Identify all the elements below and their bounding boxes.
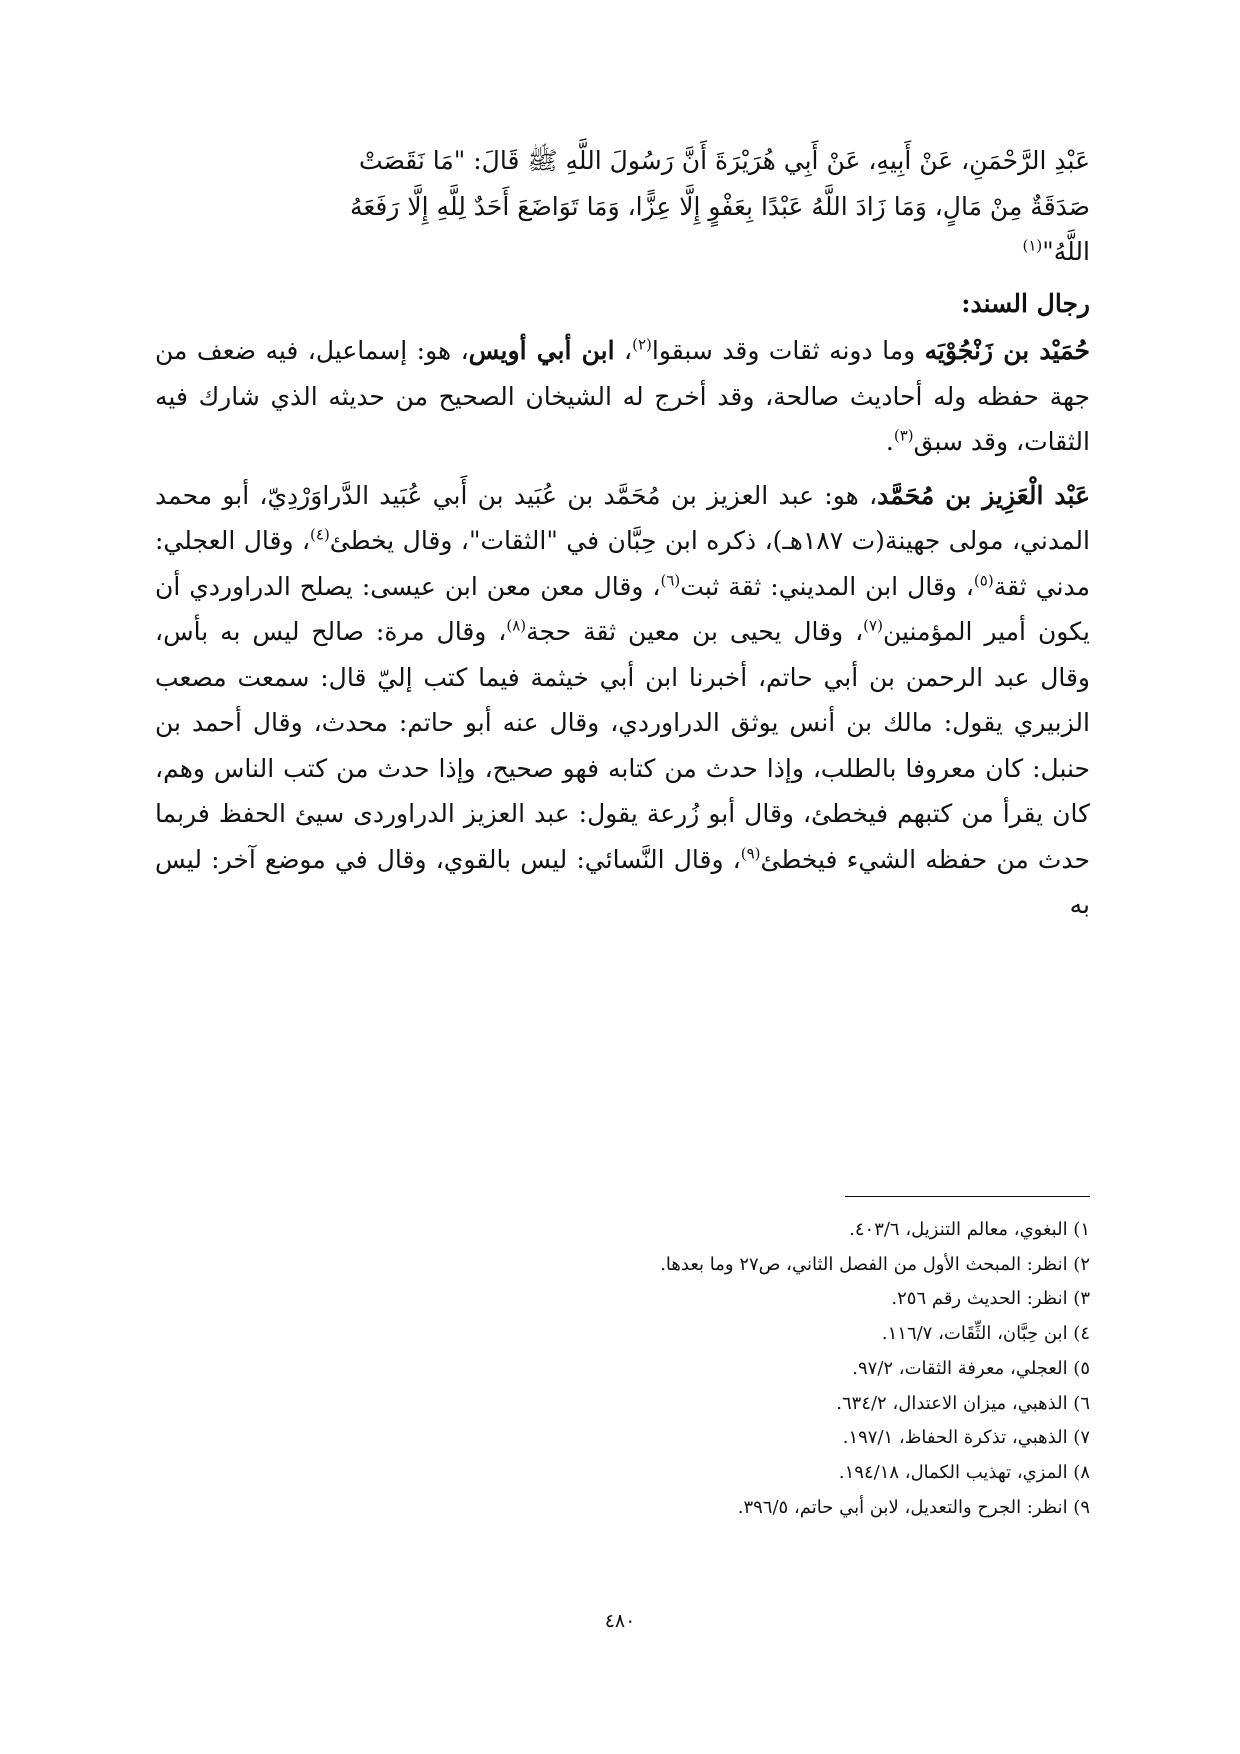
paragraph-text: ، هو: إسماعيل، فيه ضعف من جهة حفظه وله أحاديث صالحة، وقد أخرج له الشيخان الصحيح من حديثه الذي شارك فيه الثقات، وقد سبق <box>155 336 1090 456</box>
narrator-name-humayd: حُمَيْد بن زَنْجُوْيَه <box>924 336 1090 365</box>
narrator-name-abdulaziz: عَبْد الْعَزِيز بن مُحَمَّد <box>877 480 1090 510</box>
hadith-line-3: اللَّهُ" <box>1042 237 1090 266</box>
paragraph-text: ، هو: عبد العزيز بن مُحَمَّد بن عُبَيد بن أَبي عُبَيد الدَّراوَرْدِيّ، أبو محمد المدني، مولى جهينة(ت ١٨٧هـ)، ذكره ابن حِبَّان في "الثقات"، وقال يخطئ <box>155 480 1090 555</box>
footnote-ref-7[interactable]: (٧) <box>863 616 883 635</box>
paragraph-text: ، وقال ابن المديني: ثقة ثبت <box>680 571 974 601</box>
footnote-item: ٨) المزي، تهذيب الكمال، ١٩٤/١٨. <box>838 1461 1090 1483</box>
footnotes-list <box>155 1213 1090 1525</box>
narrator-name-ibn-abi-uways: ابن أبي أويس <box>468 336 615 365</box>
hadith-text <box>155 138 1090 275</box>
main-text <box>155 138 1090 928</box>
footnote-ref-5[interactable]: (٥) <box>973 571 994 590</box>
footnote-item: ٧) الذهبي، تذكرة الحفاظ، ١٩٧/١. <box>842 1427 1090 1449</box>
paragraph-abdulaziz <box>155 473 1090 928</box>
hadith-line-2: صَدَقَةٌ مِنْ مَالٍ، وَمَا زَادَ اللَّهُ عَبْدًا بِعَفْوٍ إِلَّا عِزًّا، وَمَا تَوَاضَعَ أَحَدٌ لِلَّهِ إِلَّا رَفَعَهُ <box>349 191 1090 221</box>
footnote-ref-3[interactable]: (٣) <box>893 426 914 445</box>
paragraph-text: ، وقال مرة: صالح ليس به بأس، وقال عبد الرحمن بن أبي حاتم، أخبرنا ابن أبي خيثمة فيما كتب إليّ قال: سمعت مصعب الزبيري يقول: مالك بن أنس يوثق الدراوردي، وقال عنه أبو حاتم: محدث، وقال أحمد بن حنبل: كان معروفا بالطلب، وإذا حدث من كتابه فهو صحيح، وإذا حدث من كتب الناس وهم، كان يقرأ من كتبهم فيخطئ، وقال أبو زُرعة يقول: عبد العزيز الدراوردى سيئ الحفظ فربما حدث من حفظه الشيء فيخطئ <box>155 617 1090 874</box>
footnote-divider <box>845 1196 1090 1197</box>
footnote-item: ١) البغوي، معالم التنزيل، ٤٠٣/٦. <box>849 1219 1090 1240</box>
page-number: ٤٨٠ <box>604 1610 636 1632</box>
footnote-ref-6[interactable]: (٦) <box>660 571 681 590</box>
footnote-item: ٥) العجلي، معرفة الثقات، ٩٧/٢. <box>852 1357 1090 1379</box>
footnote-item: ٩) انظر: الجرح والتعديل، لابن أبي حاتم، ٣٩٦/٥. <box>737 1496 1090 1518</box>
paragraph-text: ، وقال يحيى بن معين ثقة حجة <box>526 617 864 646</box>
section-heading: رجال السند: <box>961 288 1090 318</box>
paragraph-text: ، وقال النَّسائي: ليس بالقوي، وقال في موضع آخر: ليس به <box>155 844 1090 919</box>
footnote-ref-8[interactable]: (٨) <box>506 616 527 635</box>
footnote-item: ٢) انظر: المبحث الأول من الفصل الثاني، ص٢٧ وما بعدها. <box>660 1253 1090 1275</box>
footnote-ref-4[interactable]: (٤) <box>310 525 330 544</box>
hadith-line-1: عَبْدِ الرَّحْمَنِ، عَنْ أَبِيهِ، عَنْ أَبِي هُرَيْرَةَ أَنَّ رَسُولَ اللَّهِ ﷺ قَالَ: "مَا نَقَصَتْ <box>359 146 1090 175</box>
footnote-item: ٤) ابن حِبَّان، الثِّقَات، ١١٦/٧. <box>881 1323 1090 1345</box>
paragraph-humayd <box>155 328 1090 465</box>
paragraph-end: . <box>885 427 894 456</box>
paragraph-text: ، وقال معن معن ابن عيسى: يصلح الدراوردي أن يكون أمير المؤمنين <box>155 571 1090 646</box>
paragraph-text: وما دونه ثقات وقد سبقوا <box>651 336 925 365</box>
separator-text: ، <box>614 336 633 365</box>
footnote-ref-9[interactable]: (٩) <box>740 844 761 863</box>
footnote-item: ٣) انظر: الحديث رقم ٢٥٦. <box>891 1288 1090 1310</box>
footnote-ref-2[interactable]: (٢) <box>632 335 652 354</box>
footnote-item: ٦) الذهبي، ميزان الاعتدال، ٦٣٤/٢. <box>836 1392 1090 1414</box>
footnote-ref-1[interactable]: (١) <box>1022 236 1043 255</box>
paragraph-text: ، وقال العجلي: مدني ثقة <box>155 526 1090 601</box>
